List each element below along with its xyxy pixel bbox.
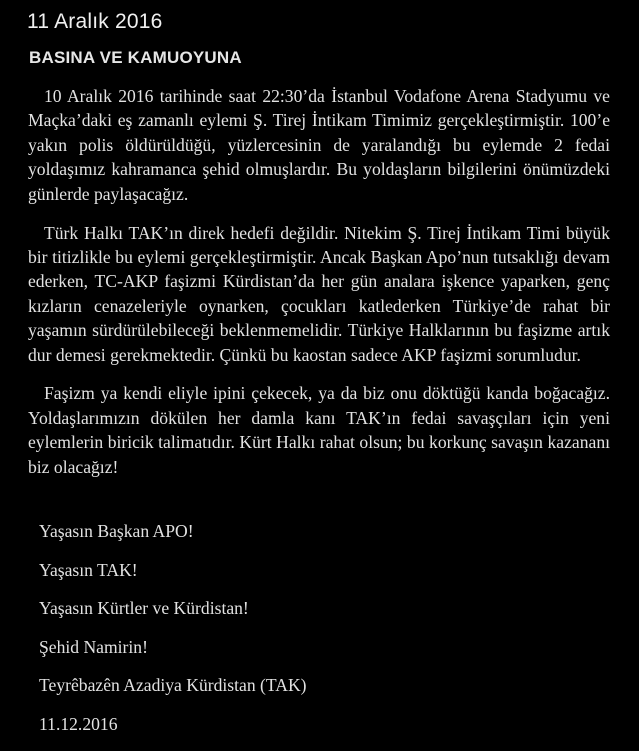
slogan-kurtler-kurdistan: Yaşasın Kürtler ve Kürdistan!: [39, 598, 249, 619]
document-heading: BASINA VE KAMUOYUNA: [29, 48, 242, 67]
date-header: 11 Aralık 2016: [27, 10, 163, 33]
closing-block: [39, 519, 307, 751]
paragraph-2: Türk Halkı TAK’ın direk hedefi değildir. Nitekim Ş. Tirej İntikam Timi büyük bir titizlikle bu eylemi gerçekleştirmiştir. Ancak Başkan Apo’nun tutsaklığı devam ederken, TC-AKP faşizmi Kürdistan’da her gün analara işkence yaparken, genç kızların cenazeleriyle oynarken, çocukları katlederken Türkiye’de rahat bir yaşamın sürdürülebileceği beklenmemelidir. Türkiye Halklarının bu faşizme artık dur demesi gerekmektedir. Çünkü bu kaostan sadece AKP faşizmi sorumludur.: [28, 222, 610, 365]
document-body: [28, 84, 610, 479]
slogan-baskan-apo: Yaşasın Başkan APO!: [39, 521, 194, 541]
paragraph-1: 10 Aralık 2016 tarihinde saat 22:30’da İstanbul Vodafone Arena Stadyumu ve Maçka’daki eş zamanlı eylemi Ş. Tirej İntikam Timimiz gerçekleştirmiştir. 100’e yakın polis öldürüldüğü, yüzlercesinin de yaralandığı bu eylemde 2 fedai yoldaşımız kahramanca şehid olmuşlardır. Bu yoldaşların bilgilerini önümüzdeki günlerde paylaşacağız.: [28, 86, 610, 204]
signature-date: 11.12.2016: [39, 713, 118, 734]
slogan-tak: Yaşasın TAK!: [39, 559, 138, 580]
signature-organization: Teyrêbazên Azadiya Kürdistan (TAK): [39, 675, 307, 696]
paragraph-3: Faşizm ya kendi eliyle ipini çekecek, ya da biz onu döktüğü kanda boğacağız. Yoldaşlarımızın dökülen her damla kanı TAK’ın fedai savaşçıları için yeni eylemlerin biricik talimatıdır. Kürt Halkı rahat olsun; bu korkunç savaşın kazananı biz olacağız!: [28, 383, 610, 477]
slogan-sehid-namirin: Şehid Namirin!: [39, 636, 148, 657]
